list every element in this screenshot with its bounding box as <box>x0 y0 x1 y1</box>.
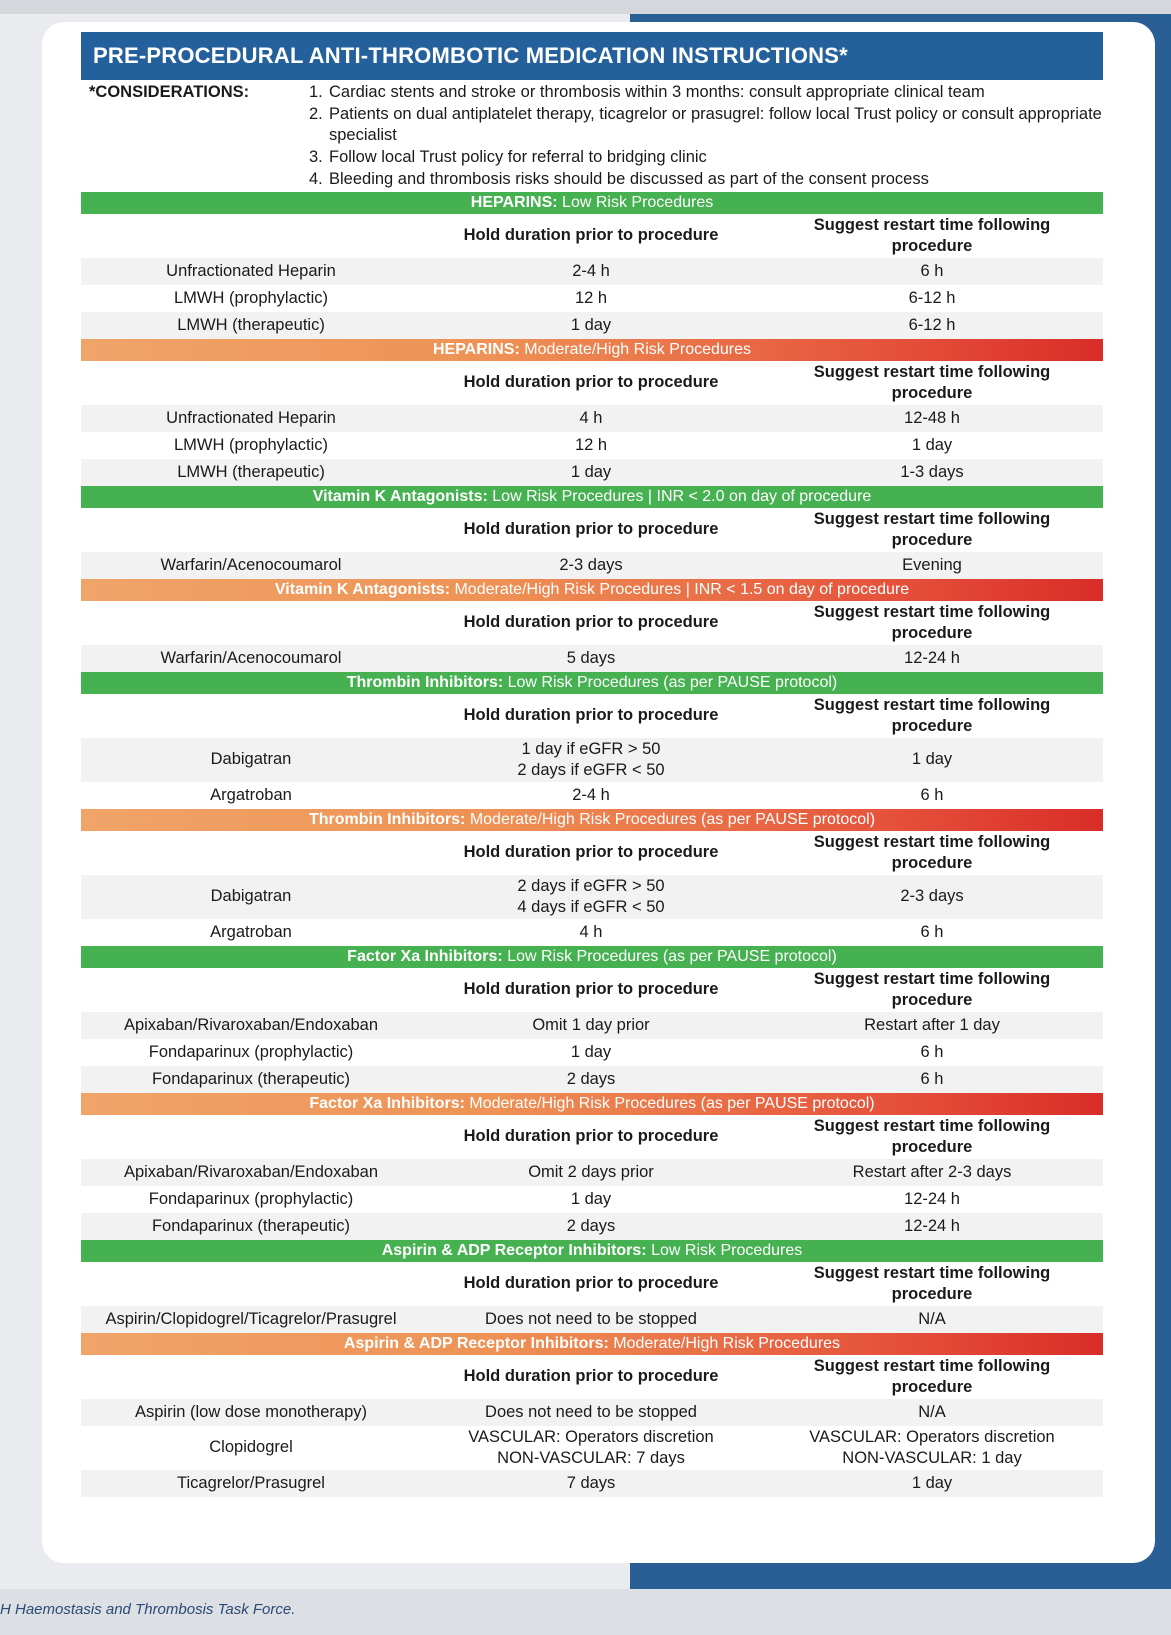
restart-time-line: 6 h <box>920 1042 944 1061</box>
column-header-hold: Hold duration prior to procedure <box>463 1367 719 1386</box>
hold-duration <box>421 1069 761 1090</box>
page-title: PRE-PROCEDURAL ANTI-THROMBOTIC MEDICATION INSTRUCTIONS* <box>81 32 1103 80</box>
drug-name: LMWH (therapeutic) <box>177 315 325 334</box>
column-header-hold: Hold duration prior to procedure <box>463 1127 719 1146</box>
considerations-list <box>309 82 1103 191</box>
restart-time-line: NON-VASCULAR: 1 day <box>842 1448 1022 1467</box>
restart-time <box>761 886 1103 907</box>
restart-time <box>761 555 1103 576</box>
column-header-restart: Suggest restart time following procedure <box>813 832 1051 872</box>
table-row <box>81 459 1103 486</box>
drug-name: Apixaban/Rivaroxaban/Endoxaban <box>123 1162 379 1181</box>
drug-name: Clopidogrel <box>209 1438 293 1457</box>
section-header-class: HEPARINS: <box>470 193 558 211</box>
consideration-item <box>309 169 1103 191</box>
section-header-risk: Low Risk Procedures <box>646 1241 803 1259</box>
hold-duration-line: 12 h <box>574 435 608 454</box>
drug-name: Dabigatran <box>210 887 292 906</box>
column-header-row <box>81 214 1103 258</box>
table-row <box>81 1159 1103 1186</box>
hold-duration-line: 2 days <box>566 1069 616 1088</box>
section-header <box>81 1240 1103 1262</box>
restart-time <box>761 648 1103 669</box>
hold-duration <box>421 1427 761 1469</box>
drug-name: Argatroban <box>210 922 292 941</box>
restart-time-line: 6 h <box>920 1069 944 1088</box>
table-row <box>81 285 1103 312</box>
hold-duration <box>421 435 761 456</box>
restart-time-line: 12-48 h <box>904 408 960 427</box>
section-header-risk: Moderate/High Risk Procedures <box>519 340 752 358</box>
drug-name: LMWH (prophylactic) <box>173 288 329 307</box>
table-row <box>81 782 1103 809</box>
table-row <box>81 1470 1103 1497</box>
document-content <box>81 32 1103 1497</box>
restart-time <box>761 1473 1103 1494</box>
table-row <box>81 432 1103 459</box>
section-header <box>81 809 1103 831</box>
hold-duration <box>421 1473 761 1494</box>
section-header-class: Vitamin K Antagonists: <box>312 487 488 505</box>
hold-duration-line: 2-4 h <box>572 785 610 804</box>
section-header-risk: Moderate/High Risk Procedures (as per PAUSE protocol) <box>464 1094 875 1112</box>
restart-time-line: 6 h <box>920 261 944 280</box>
hold-duration-line: 1 day <box>570 462 612 481</box>
section-header-class: Thrombin Inhibitors: <box>308 810 466 828</box>
restart-time-line: 12-24 h <box>904 1189 960 1208</box>
hold-duration-line: VASCULAR: Operators discretion <box>468 1427 714 1446</box>
drug-name: Ticagrelor/Prasugrel <box>177 1473 325 1492</box>
hold-duration-line: 4 days if eGFR < 50 <box>517 897 665 916</box>
drug-name: Fondaparinux (prophylactic) <box>148 1189 354 1208</box>
column-header-hold: Hold duration prior to procedure <box>463 373 719 392</box>
column-header-restart: Suggest restart time following procedure <box>813 602 1051 642</box>
table-row <box>81 1426 1103 1470</box>
restart-time-line: 1 day <box>911 750 953 769</box>
consideration-item <box>309 82 1103 104</box>
table-row <box>81 258 1103 285</box>
column-header-restart: Suggest restart time following procedure <box>813 362 1051 402</box>
section-header <box>81 672 1103 694</box>
consideration-item <box>309 104 1103 147</box>
hold-duration-line: 1 day <box>570 315 612 334</box>
restart-time-line: Restart after 1 day <box>864 1015 1000 1034</box>
drug-name: Warfarin/Acenocoumarol <box>160 555 342 574</box>
section-header-class: Aspirin & ADP Receptor Inhibitors: <box>381 1241 647 1259</box>
column-header-restart: Suggest restart time following procedure <box>813 969 1051 1009</box>
restart-time-line: N/A <box>918 1402 946 1421</box>
column-header-row <box>81 1115 1103 1159</box>
restart-time <box>761 315 1103 336</box>
hold-duration-line: 2 days if eGFR < 50 <box>517 760 665 779</box>
hold-duration <box>421 1189 761 1210</box>
section-header-risk: Low Risk Procedures (as per PAUSE protocol) <box>503 673 838 691</box>
drug-name: Apixaban/Rivaroxaban/Endoxaban <box>123 1015 379 1034</box>
restart-time <box>761 408 1103 429</box>
hold-duration <box>421 648 761 669</box>
column-header-hold: Hold duration prior to procedure <box>463 980 719 999</box>
column-header-row <box>81 508 1103 552</box>
considerations-block <box>81 82 1103 192</box>
restart-time <box>761 288 1103 309</box>
table-row <box>81 875 1103 919</box>
restart-time-line: 1 day <box>911 435 953 454</box>
hold-duration <box>421 408 761 429</box>
hold-duration-line: Does not need to be stopped <box>485 1309 697 1328</box>
restart-time-line: 12-24 h <box>904 648 960 667</box>
section-header-risk: Low Risk Procedures | INR < 2.0 on day of procedure <box>487 487 872 505</box>
hold-duration-line: 4 h <box>579 922 603 941</box>
hold-duration-line: 2-3 days <box>559 555 623 574</box>
column-header-restart: Suggest restart time following procedure <box>813 215 1051 255</box>
table-row <box>81 1186 1103 1213</box>
hold-duration-line: 12 h <box>574 288 608 307</box>
drug-name: Fondaparinux (prophylactic) <box>148 1042 354 1061</box>
section-header-risk: Moderate/High Risk Procedures (as per PAUSE protocol) <box>465 810 876 828</box>
column-header-restart: Suggest restart time following procedure <box>813 1356 1051 1396</box>
considerations-label: *CONSIDERATIONS: <box>89 83 250 101</box>
consideration-number: 3. <box>309 148 323 167</box>
table-row <box>81 1039 1103 1066</box>
drug-name: Aspirin/Clopidogrel/Ticagrelor/Prasugrel <box>105 1309 397 1328</box>
section-header <box>81 946 1103 968</box>
hold-duration-line: 2 days if eGFR > 50 <box>517 876 665 895</box>
hold-duration-line: Omit 2 days prior <box>528 1162 654 1181</box>
restart-time-line: 6 h <box>920 785 944 804</box>
restart-time <box>761 749 1103 770</box>
medication-sections <box>81 192 1103 1497</box>
table-row <box>81 405 1103 432</box>
hold-duration-line: 7 days <box>566 1473 616 1492</box>
section-header-class: Vitamin K Antagonists: <box>274 580 451 598</box>
consideration-text: Bleeding and thrombosis risks should be discussed as part of the consent process <box>329 169 929 188</box>
section-header <box>81 1333 1103 1355</box>
consideration-number: 1. <box>309 83 323 101</box>
hold-duration <box>421 315 761 336</box>
hold-duration-line: Does not need to be stopped <box>485 1402 697 1421</box>
column-header-restart: Suggest restart time following procedure <box>813 1116 1051 1156</box>
hold-duration <box>421 261 761 282</box>
hold-duration <box>421 1402 761 1423</box>
restart-time <box>761 435 1103 456</box>
restart-time <box>761 1162 1103 1183</box>
column-header-restart: Suggest restart time following procedure <box>813 695 1051 735</box>
restart-time <box>761 1216 1103 1237</box>
restart-time <box>761 1189 1103 1210</box>
table-row <box>81 312 1103 339</box>
restart-time <box>761 922 1103 943</box>
restart-time-line: Evening <box>902 555 962 574</box>
column-header-row <box>81 694 1103 738</box>
drug-name: Fondaparinux (therapeutic) <box>151 1216 351 1235</box>
section-header-class: Aspirin & ADP Receptor Inhibitors: <box>343 1334 609 1352</box>
consideration-number: 2. <box>309 104 323 123</box>
section-header <box>81 1093 1103 1115</box>
hold-duration <box>421 785 761 806</box>
drug-name: Aspirin (low dose monotherapy) <box>134 1402 368 1421</box>
restart-time <box>761 785 1103 806</box>
footer-credit: H Haemostasis and Thrombosis Task Force. <box>0 1601 296 1618</box>
drug-name: LMWH (therapeutic) <box>177 462 325 481</box>
drug-name: Unfractionated Heparin <box>166 408 336 427</box>
column-header-row <box>81 601 1103 645</box>
table-row <box>81 1066 1103 1093</box>
section-header-risk: Low Risk Procedures <box>557 193 714 211</box>
hold-duration-line: 2 days <box>566 1216 616 1235</box>
section-header-class: Thrombin Inhibitors: <box>346 673 504 691</box>
table-row <box>81 1306 1103 1333</box>
restart-time-line: N/A <box>918 1309 946 1328</box>
hold-duration-line: Omit 1 day prior <box>532 1015 650 1034</box>
restart-time <box>761 261 1103 282</box>
restart-time <box>761 1402 1103 1423</box>
restart-time <box>761 1069 1103 1090</box>
section-header-risk: Moderate/High Risk Procedures <box>608 1334 841 1352</box>
table-row <box>81 552 1103 579</box>
restart-time-line: 1-3 days <box>900 462 964 481</box>
section-header-risk: Low Risk Procedures (as per PAUSE protocol) <box>502 947 837 965</box>
restart-time <box>761 1427 1103 1469</box>
hold-duration <box>421 1309 761 1330</box>
hold-duration <box>421 1162 761 1183</box>
restart-time <box>761 462 1103 483</box>
table-row <box>81 919 1103 946</box>
column-header-hold: Hold duration prior to procedure <box>463 843 719 862</box>
hold-duration <box>421 288 761 309</box>
restart-time <box>761 1309 1103 1330</box>
section-header-class: Factor Xa Inhibitors: <box>309 1094 465 1112</box>
hold-duration-line: NON-VASCULAR: 7 days <box>497 1448 685 1467</box>
column-header-row <box>81 831 1103 875</box>
restart-time-line: VASCULAR: Operators discretion <box>809 1427 1055 1446</box>
hold-duration-line: 1 day if eGFR > 50 <box>521 739 661 758</box>
consideration-text: Patients on dual antiplatelet therapy, ticagrelor or prasugrel: follow local Trust policy or consult appropriate specialist <box>329 104 1102 145</box>
column-header-row <box>81 361 1103 405</box>
restart-time-line: 6-12 h <box>908 315 956 334</box>
column-header-hold: Hold duration prior to procedure <box>463 613 719 632</box>
hold-duration <box>421 739 761 781</box>
drug-name: Dabigatran <box>210 750 292 769</box>
consideration-number: 4. <box>309 169 323 188</box>
drug-name: LMWH (prophylactic) <box>173 435 329 454</box>
hold-duration-line: 5 days <box>566 648 616 667</box>
table-row <box>81 645 1103 672</box>
restart-time-line: 2-3 days <box>900 887 964 906</box>
restart-time-line: 6 h <box>920 922 944 941</box>
table-row <box>81 1213 1103 1240</box>
drug-name: Fondaparinux (therapeutic) <box>151 1069 351 1088</box>
section-header <box>81 486 1103 508</box>
consideration-text: Follow local Trust policy for referral to bridging clinic <box>329 148 707 167</box>
section-header <box>81 579 1103 601</box>
column-header-row <box>81 1355 1103 1399</box>
column-header-row <box>81 968 1103 1012</box>
table-row <box>81 1012 1103 1039</box>
consideration-item <box>309 147 1103 169</box>
hold-duration <box>421 462 761 483</box>
hold-duration <box>421 876 761 918</box>
column-header-hold: Hold duration prior to procedure <box>463 226 719 245</box>
hold-duration-line: 1 day <box>570 1042 612 1061</box>
hold-duration-line: 4 h <box>579 408 603 427</box>
section-header <box>81 192 1103 214</box>
restart-time <box>761 1042 1103 1063</box>
top-strip <box>0 0 1171 14</box>
column-header-restart: Suggest restart time following procedure <box>813 1263 1051 1303</box>
column-header-hold: Hold duration prior to procedure <box>463 706 719 725</box>
drug-name: Unfractionated Heparin <box>166 261 336 280</box>
section-header-class: HEPARINS: <box>432 340 520 358</box>
column-header-hold: Hold duration prior to procedure <box>463 520 719 539</box>
hold-duration <box>421 1042 761 1063</box>
hold-duration-line: 2-4 h <box>572 261 610 280</box>
drug-name: Argatroban <box>210 785 292 804</box>
column-header-restart: Suggest restart time following procedure <box>813 509 1051 549</box>
column-header-hold: Hold duration prior to procedure <box>463 1274 719 1293</box>
table-row <box>81 1399 1103 1426</box>
restart-time-line: Restart after 2-3 days <box>852 1162 1012 1181</box>
restart-time-line: 6-12 h <box>908 288 956 307</box>
hold-duration-line: 1 day <box>570 1189 612 1208</box>
hold-duration <box>421 555 761 576</box>
restart-time-line: 1 day <box>911 1473 953 1492</box>
hold-duration <box>421 1015 761 1036</box>
section-header-risk: Moderate/High Risk Procedures | INR < 1.5 on day of procedure <box>450 580 910 598</box>
consideration-text: Cardiac stents and stroke or thrombosis within 3 months: consult appropriate clinical team <box>329 83 985 101</box>
drug-name: Warfarin/Acenocoumarol <box>160 648 342 667</box>
restart-time-line: 12-24 h <box>904 1216 960 1235</box>
hold-duration <box>421 1216 761 1237</box>
table-row <box>81 738 1103 782</box>
section-header <box>81 339 1103 361</box>
section-header-class: Factor Xa Inhibitors: <box>347 947 503 965</box>
column-header-row <box>81 1262 1103 1306</box>
hold-duration <box>421 922 761 943</box>
restart-time <box>761 1015 1103 1036</box>
